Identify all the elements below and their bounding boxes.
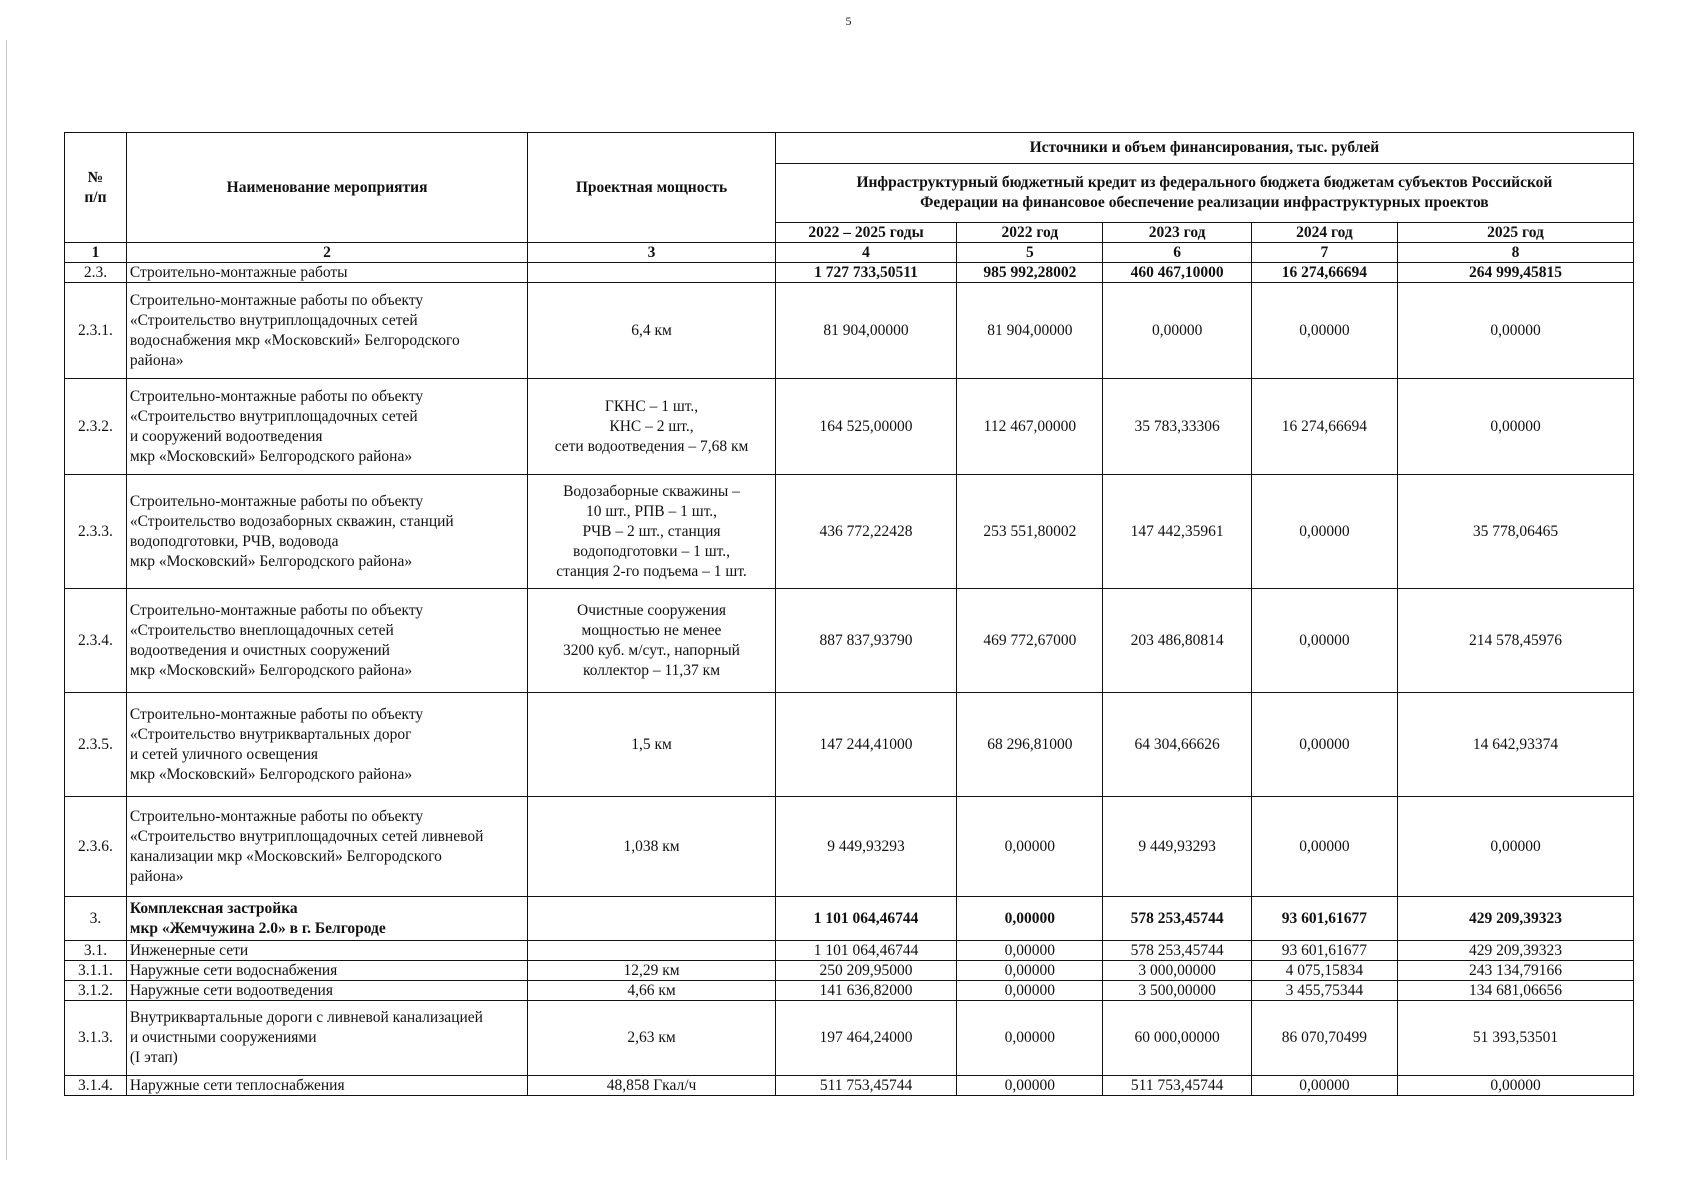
row-name: Наружные сети теплоснабжения xyxy=(126,1076,527,1096)
row-value: 469 772,67000 xyxy=(957,589,1103,693)
table-row xyxy=(65,475,1634,589)
row-value: 86 070,70499 xyxy=(1251,1001,1397,1076)
row-name: Инженерные сети xyxy=(126,941,527,961)
row-value: 16 274,66694 xyxy=(1251,379,1397,475)
row-value: 0,00000 xyxy=(1251,475,1397,589)
header-year: 2023 год xyxy=(1103,223,1251,243)
row-value: 511 753,45744 xyxy=(775,1076,956,1096)
row-value: 3 000,00000 xyxy=(1103,961,1251,981)
row-capacity: 48,858 Гкал/ч xyxy=(528,1076,776,1096)
row-value: 0,00000 xyxy=(957,981,1103,1001)
row-index: 3.1. xyxy=(65,941,127,961)
column-number: 6 xyxy=(1103,243,1251,263)
header-capacity: Проектная мощность xyxy=(528,133,776,243)
table-row xyxy=(65,379,1634,475)
row-value: 0,00000 xyxy=(957,1001,1103,1076)
row-value: 9 449,93293 xyxy=(775,797,956,897)
row-value: 0,00000 xyxy=(1398,379,1634,475)
header-num: № п/п xyxy=(65,133,127,243)
row-value: 0,00000 xyxy=(957,961,1103,981)
row-capacity xyxy=(528,941,776,961)
row-value: 35 778,06465 xyxy=(1398,475,1634,589)
row-value: 0,00000 xyxy=(1398,1076,1634,1096)
row-value: 81 904,00000 xyxy=(775,283,956,379)
row-index: 3. xyxy=(65,897,127,941)
row-value: 460 467,10000 xyxy=(1103,263,1251,283)
row-value: 93 601,61677 xyxy=(1251,941,1397,961)
table-row xyxy=(65,1001,1634,1076)
row-index: 3.1.2. xyxy=(65,981,127,1001)
row-value: 203 486,80814 xyxy=(1103,589,1251,693)
row-index: 3.1.1. xyxy=(65,961,127,981)
table-row xyxy=(65,941,1634,961)
header-credit: Инфраструктурный бюджетный кредит из федерального бюджета бюджетам субъектов Российской Федерации на финансовое обеспечение реализации инфраструктурных проектов xyxy=(775,164,1633,223)
table-row xyxy=(65,1076,1634,1096)
row-capacity: 6,4 км xyxy=(528,283,776,379)
table-row xyxy=(65,589,1634,693)
row-value: 429 209,39323 xyxy=(1398,897,1634,941)
financing-table-container xyxy=(64,132,1634,1096)
row-value: 93 601,61677 xyxy=(1251,897,1397,941)
column-number: 1 xyxy=(65,243,127,263)
row-value: 0,00000 xyxy=(1251,589,1397,693)
row-value: 264 999,45815 xyxy=(1398,263,1634,283)
row-index: 3.1.4. xyxy=(65,1076,127,1096)
row-value: 511 753,45744 xyxy=(1103,1076,1251,1096)
row-index: 2.3.6. xyxy=(65,797,127,897)
row-name: Внутриквартальные дороги с ливневой канализацией и очистными сооружениями (I этап) xyxy=(126,1001,527,1076)
table-row xyxy=(65,283,1634,379)
row-value: 0,00000 xyxy=(1251,283,1397,379)
row-value: 887 837,93790 xyxy=(775,589,956,693)
row-index: 2.3.1. xyxy=(65,283,127,379)
row-value: 51 393,53501 xyxy=(1398,1001,1634,1076)
column-number: 8 xyxy=(1398,243,1634,263)
row-value: 0,00000 xyxy=(1251,797,1397,897)
row-name: Строительно-монтажные работы по объекту «Строительство внутриплощадочных сетей водоснабжения мкр «Московский» Белгородского района» xyxy=(126,283,527,379)
row-value: 0,00000 xyxy=(957,897,1103,941)
row-name: Строительно-монтажные работы по объекту «Строительство внутриплощадочных сетей ливневой канализации мкр «Московский» Белгородского района» xyxy=(126,797,527,897)
row-value: 243 134,79166 xyxy=(1398,961,1634,981)
row-value: 1 101 064,46744 xyxy=(775,941,956,961)
row-value: 985 992,28002 xyxy=(957,263,1103,283)
row-capacity: Водозаборные скважины – 10 шт., РПВ – 1 шт., РЧВ – 2 шт., станция водоподготовки – 1 шт., станция 2-го подъема – 1 шт. xyxy=(528,475,776,589)
row-value: 3 500,00000 xyxy=(1103,981,1251,1001)
row-value: 0,00000 xyxy=(1398,283,1634,379)
row-index: 2.3.4. xyxy=(65,589,127,693)
header-year: 2024 год xyxy=(1251,223,1397,243)
column-number: 4 xyxy=(775,243,956,263)
table-row xyxy=(65,961,1634,981)
row-value: 0,00000 xyxy=(957,1076,1103,1096)
row-value: 578 253,45744 xyxy=(1103,897,1251,941)
row-value: 197 464,24000 xyxy=(775,1001,956,1076)
row-capacity: 2,63 км xyxy=(528,1001,776,1076)
page-number: 5 xyxy=(845,14,852,28)
row-value: 164 525,00000 xyxy=(775,379,956,475)
row-name: Наружные сети водоснабжения xyxy=(126,961,527,981)
row-value: 60 000,00000 xyxy=(1103,1001,1251,1076)
financing-table xyxy=(64,132,1634,1096)
row-name: Строительно-монтажные работы по объекту «Строительство внеплощадочных сетей водоотведения и очистных сооружений мкр «Московский» Белгородского района» xyxy=(126,589,527,693)
row-capacity: 1,038 км xyxy=(528,797,776,897)
row-value: 81 904,00000 xyxy=(957,283,1103,379)
table-row xyxy=(65,263,1634,283)
row-value: 9 449,93293 xyxy=(1103,797,1251,897)
row-value: 147 244,41000 xyxy=(775,693,956,797)
row-index: 2.3.3. xyxy=(65,475,127,589)
row-value: 0,00000 xyxy=(1103,283,1251,379)
row-value: 429 209,39323 xyxy=(1398,941,1634,961)
row-value: 1 101 064,46744 xyxy=(775,897,956,941)
row-value: 578 253,45744 xyxy=(1103,941,1251,961)
row-value: 436 772,22428 xyxy=(775,475,956,589)
row-value: 214 578,45976 xyxy=(1398,589,1634,693)
row-value: 14 642,93374 xyxy=(1398,693,1634,797)
row-value: 0,00000 xyxy=(1251,1076,1397,1096)
table-row xyxy=(65,693,1634,797)
row-name: Комплексная застройка мкр «Жемчужина 2.0» в г. Белгороде xyxy=(126,897,527,941)
header-sources: Источники и объем финансирования, тыс. рублей xyxy=(775,133,1633,164)
row-capacity: 12,29 км xyxy=(528,961,776,981)
row-capacity xyxy=(528,263,776,283)
row-name: Строительно-монтажные работы по объекту «Строительство водозаборных скважин, станций водоподготовки, РЧВ, водовода мкр «Московский» Белгородского района» xyxy=(126,475,527,589)
row-value: 3 455,75344 xyxy=(1251,981,1397,1001)
row-name: Строительно-монтажные работы xyxy=(126,263,527,283)
row-index: 2.3. xyxy=(65,263,127,283)
row-capacity: Очистные сооружения мощностью не менее 3200 куб. м/сут., напорный коллектор – 11,37 км xyxy=(528,589,776,693)
row-capacity: 4,66 км xyxy=(528,981,776,1001)
row-value: 64 304,66626 xyxy=(1103,693,1251,797)
table-row xyxy=(65,797,1634,897)
row-value: 68 296,81000 xyxy=(957,693,1103,797)
row-index: 3.1.3. xyxy=(65,1001,127,1076)
row-capacity xyxy=(528,897,776,941)
column-number: 5 xyxy=(957,243,1103,263)
row-value: 0,00000 xyxy=(1398,797,1634,897)
row-capacity: 1,5 км xyxy=(528,693,776,797)
column-number: 2 xyxy=(126,243,527,263)
row-value: 253 551,80002 xyxy=(957,475,1103,589)
header-year: 2022 – 2025 годы xyxy=(775,223,956,243)
row-value: 0,00000 xyxy=(957,797,1103,897)
row-value: 147 442,35961 xyxy=(1103,475,1251,589)
row-name: Строительно-монтажные работы по объекту «Строительство внутриплощадочных сетей и сооружений водоотведения мкр «Московский» Белгородского района» xyxy=(126,379,527,475)
row-name: Строительно-монтажные работы по объекту «Строительство внутриквартальных дорог и сетей уличного освещения мкр «Московский» Белгородского района» xyxy=(126,693,527,797)
row-value: 1 727 733,50511 xyxy=(775,263,956,283)
row-value: 16 274,66694 xyxy=(1251,263,1397,283)
header-year: 2022 год xyxy=(957,223,1103,243)
column-number: 3 xyxy=(528,243,776,263)
row-value: 0,00000 xyxy=(957,941,1103,961)
row-capacity: ГКНС – 1 шт., КНС – 2 шт., сети водоотведения – 7,68 км xyxy=(528,379,776,475)
row-index: 2.3.5. xyxy=(65,693,127,797)
row-index: 2.3.2. xyxy=(65,379,127,475)
table-row xyxy=(65,981,1634,1001)
scan-edge-line xyxy=(6,40,7,1160)
header-name: Наименование мероприятия xyxy=(126,133,527,243)
row-value: 35 783,33306 xyxy=(1103,379,1251,475)
column-number: 7 xyxy=(1251,243,1397,263)
row-value: 112 467,00000 xyxy=(957,379,1103,475)
row-value: 134 681,06656 xyxy=(1398,981,1634,1001)
row-value: 4 075,15834 xyxy=(1251,961,1397,981)
row-value: 250 209,95000 xyxy=(775,961,956,981)
row-name: Наружные сети водоотведения xyxy=(126,981,527,1001)
row-value: 141 636,82000 xyxy=(775,981,956,1001)
table-row xyxy=(65,897,1634,941)
row-value: 0,00000 xyxy=(1251,693,1397,797)
header-year: 2025 год xyxy=(1398,223,1634,243)
